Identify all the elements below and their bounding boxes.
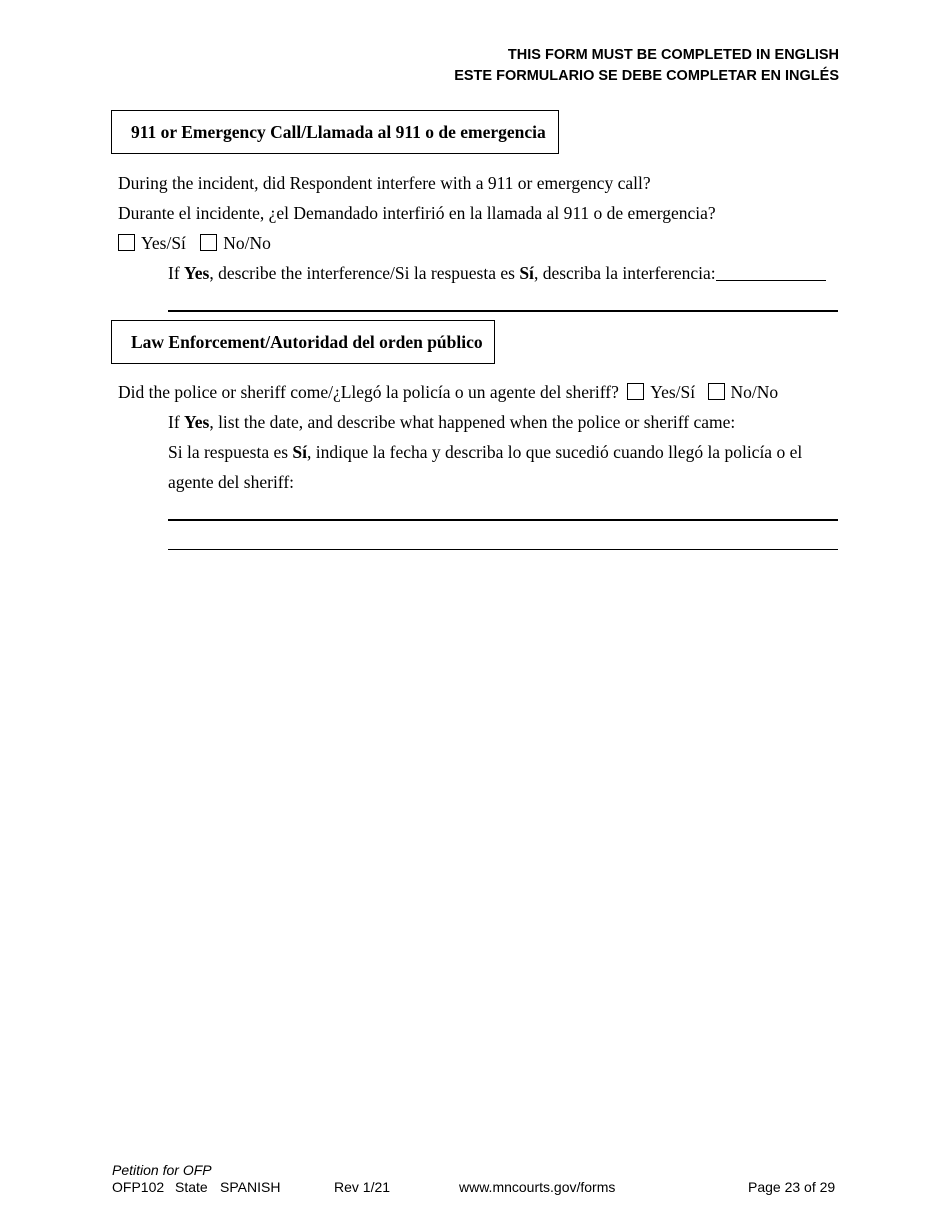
f1-rest-text: , list the date, and describe what happened when the police or sheriff came: <box>209 412 736 432</box>
section-law-no-checkbox[interactable] <box>708 383 725 400</box>
footer-page-number: Page 23 of 29 <box>748 1179 836 1195</box>
f1-yes-bold: Yes <box>184 412 210 432</box>
section-law-followup-es-cont: agente del sheriff: <box>168 472 295 492</box>
header-spanish-notice: ESTE FORMULARIO SE DEBE COMPLETAR EN INGLÉS <box>454 68 839 84</box>
section-law-yes-checkbox[interactable] <box>627 383 644 400</box>
footer-revision: Rev 1/21 <box>334 1179 391 1195</box>
section-911-question-es: Durante el incidente, ¿el Demandado interfirió en la llamada al 911 o de emergencia? <box>118 203 716 223</box>
section-law-yes-label: Yes/Sí <box>650 382 696 402</box>
section-911-no-checkbox[interactable] <box>200 234 217 251</box>
followup-if-text: If <box>168 263 185 283</box>
followup-end-text: , describa la interferencia: <box>533 263 716 283</box>
section-911-no-label: No/No <box>223 233 271 253</box>
section-law-no-label: No/No <box>730 382 779 402</box>
section-law-question: Did the police or sheriff come/¿Llegó la policía o un agente del sheriff? <box>118 382 619 402</box>
section-911-question-en: During the incident, did Respondent interfere with a 911 or emergency call? <box>118 173 651 193</box>
followup-mid-text: , describe the interference/Si la respuesta es <box>209 263 520 283</box>
section-911-yes-label: Yes/Sí <box>141 233 186 253</box>
section-911-title: 911 or Emergency Call/Llamada al 911 o de emergencia <box>111 110 559 154</box>
followup-si-bold: Sí <box>519 263 534 283</box>
form-header <box>454 45 839 87</box>
followup-yes-bold: Yes <box>184 263 210 283</box>
header-english-notice: THIS FORM MUST BE COMPLETED IN ENGLISH <box>507 47 839 63</box>
section-law-enforcement-title: Law Enforcement/Autoridad del orden público <box>111 320 495 364</box>
footer-state: State <box>175 1179 208 1195</box>
section-law-followup-es <box>168 441 802 463</box>
footer-form-title: Petition for OFP <box>112 1162 212 1178</box>
f2-start-text: Si la respuesta es <box>168 442 293 462</box>
section-911-yes-checkbox[interactable] <box>118 234 135 251</box>
f2-si-bold: Sí <box>292 442 308 462</box>
section-law-answer-line-1[interactable] <box>168 519 838 521</box>
section-911-followup <box>168 262 826 284</box>
section-911-inline-answer-line[interactable] <box>716 264 826 281</box>
section-911-answer-row <box>118 232 271 254</box>
section-law-followup-en <box>168 411 735 433</box>
f1-if-text: If <box>168 412 185 432</box>
f2-rest-text: , indique la fecha y describa lo que sucedió cuando llegó la policía o el <box>307 442 803 462</box>
footer-website[interactable]: www.mncourts.gov/forms <box>459 1179 616 1195</box>
section-law-question-row <box>118 381 778 403</box>
footer-language: SPANISH <box>220 1179 281 1195</box>
section-911-answer-line[interactable] <box>168 310 838 312</box>
section-law-answer-line-2[interactable] <box>168 549 838 550</box>
footer-form-code: OFP102 <box>112 1179 165 1195</box>
